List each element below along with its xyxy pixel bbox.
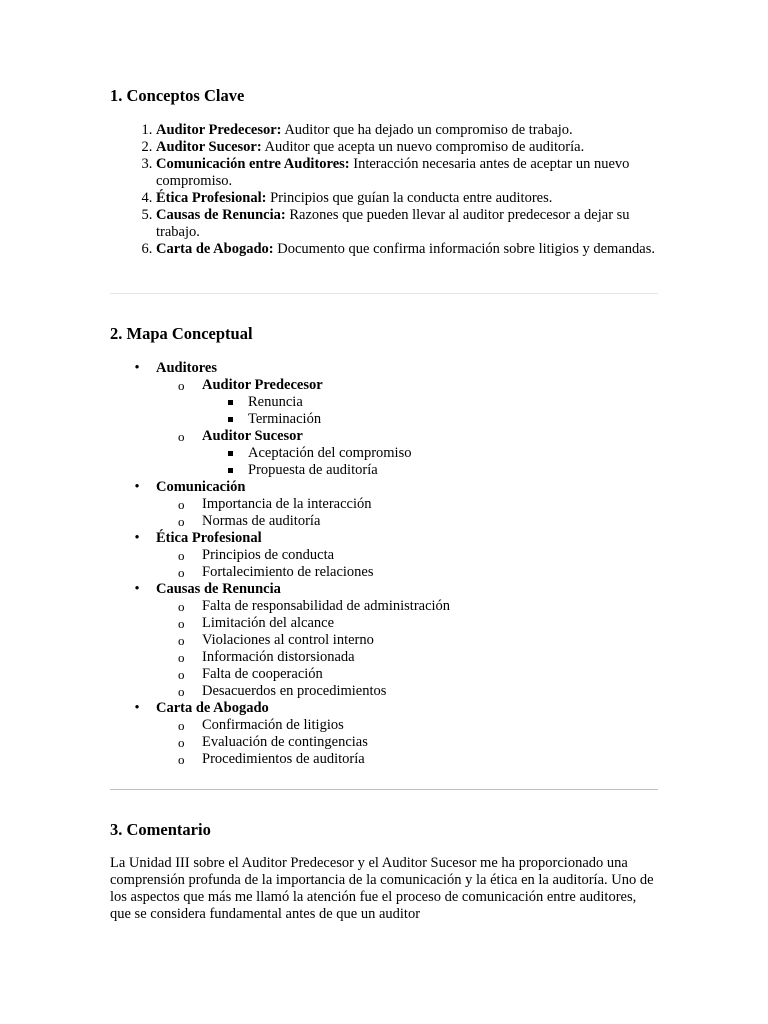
list-item	[156, 513, 658, 530]
list-item	[156, 122, 658, 139]
circle-bullet-icon: o	[178, 684, 185, 699]
concept-desc: Documento que confirma información sobre litigios y demandas.	[273, 241, 655, 257]
concept-term: Auditor Sucesor:	[156, 139, 262, 155]
list-item	[156, 190, 658, 207]
bullet-icon: •	[134, 530, 140, 546]
list-item	[156, 598, 658, 615]
list-item	[156, 207, 658, 241]
circle-bullet-icon: o	[178, 548, 185, 563]
concept-desc: Interacción necesaria antes de aceptar un nuevo compromiso.	[156, 156, 630, 189]
bullet-icon: •	[134, 479, 140, 495]
bullet-icon: •	[134, 581, 140, 597]
map-item-text: Falta de responsabilidad de administración	[202, 598, 451, 614]
map-subgroup-sucesor	[156, 428, 658, 479]
concept-desc: Razones que pueden llevar al auditor predecesor a dejar su trabajo.	[156, 207, 630, 240]
map-item-text: Violaciones al control interno	[202, 632, 374, 648]
section-heading-concepts: 1. Conceptos Clave	[110, 86, 245, 105]
list-item	[156, 683, 658, 700]
map-leaf-text: Aceptación del compromiso	[248, 445, 412, 461]
map-item-text: Fortalecimiento de relaciones	[202, 564, 374, 580]
map-item-text: Principios de conducta	[202, 547, 335, 563]
list-item	[156, 649, 658, 666]
list-item	[156, 496, 658, 513]
list-item	[156, 734, 658, 751]
concept-map	[110, 360, 658, 768]
map-group-title: Causas de Renuncia	[156, 581, 281, 597]
list-item	[202, 462, 658, 479]
circle-bullet-icon: o	[178, 514, 185, 529]
square-bullet-icon	[228, 451, 233, 456]
circle-bullet-icon: o	[178, 650, 185, 665]
circle-bullet-icon: o	[178, 718, 185, 733]
circle-bullet-icon: o	[178, 497, 185, 512]
circle-bullet-icon: o	[178, 616, 185, 631]
map-leaf-text: Propuesta de auditoría	[248, 462, 378, 478]
circle-bullet-icon: o	[178, 565, 185, 580]
list-item	[156, 241, 658, 258]
circle-bullet-icon: o	[178, 735, 185, 750]
map-leaf-text: Renuncia	[248, 394, 303, 410]
circle-bullet-icon: o	[178, 378, 185, 393]
list-item	[202, 411, 658, 428]
circle-bullet-icon: o	[178, 429, 185, 444]
map-group-carta	[110, 700, 658, 768]
map-group-causas	[110, 581, 658, 700]
comment-paragraph: La Unidad III sobre el Auditor Predecesor y el Auditor Sucesor me ha proporcionado una comprensión profunda de la importancia de la comunicación y la ética en la auditoría. Uno de los aspectos que más me llamó la atención fue el proceso de comunicación entre auditores, que se considera fundamental antes de que un auditor	[110, 855, 654, 922]
list-item	[156, 717, 658, 734]
map-item-text: Normas de auditoría	[202, 513, 321, 529]
map-leaf-text: Terminación	[248, 411, 322, 427]
map-subgroup-predecesor	[156, 377, 658, 428]
map-group-title: Auditores	[156, 360, 217, 376]
section-heading-map: 2. Mapa Conceptual	[110, 324, 253, 343]
map-group-etica	[110, 530, 658, 581]
list-item	[156, 632, 658, 649]
section-divider	[110, 789, 658, 790]
map-group-title: Carta de Abogado	[156, 700, 269, 716]
concept-term: Auditor Predecesor:	[156, 122, 282, 138]
circle-bullet-icon: o	[178, 633, 185, 648]
circle-bullet-icon: o	[178, 599, 185, 614]
circle-bullet-icon: o	[178, 752, 185, 767]
map-item-text: Falta de cooperación	[202, 666, 323, 682]
concept-desc: Auditor que ha dejado un compromiso de trabajo.	[281, 122, 573, 138]
list-item	[156, 139, 658, 156]
list-item	[156, 751, 658, 768]
concept-desc: Principios que guían la conducta entre auditores.	[266, 190, 553, 206]
map-item-text: Procedimientos de auditoría	[202, 751, 365, 767]
concepts-list	[110, 122, 658, 258]
list-item	[156, 564, 658, 581]
list-item	[156, 615, 658, 632]
map-item-text: Evaluación de contingencias	[202, 734, 368, 750]
map-subgroup-title: Auditor Predecesor	[202, 377, 323, 393]
circle-bullet-icon: o	[178, 667, 185, 682]
list-item	[156, 666, 658, 683]
section-divider	[110, 293, 658, 294]
list-item	[202, 445, 658, 462]
list-item	[202, 394, 658, 411]
map-item-text: Información distorsionada	[202, 649, 355, 665]
bullet-icon: •	[134, 360, 140, 376]
concept-desc: Auditor que acepta un nuevo compromiso de auditoría.	[261, 139, 585, 155]
map-group-title: Ética Profesional	[156, 530, 262, 546]
map-group-title: Comunicación	[156, 479, 246, 495]
map-group-comunicacion	[110, 479, 658, 530]
concept-term: Carta de Abogado:	[156, 241, 274, 257]
square-bullet-icon	[228, 400, 233, 405]
bullet-icon: •	[134, 700, 140, 716]
square-bullet-icon	[228, 417, 233, 422]
map-item-text: Limitación del alcance	[202, 615, 335, 631]
concept-term: Comunicación entre Auditores:	[156, 156, 350, 172]
map-subgroup-title: Auditor Sucesor	[202, 428, 303, 444]
list-item	[156, 156, 658, 190]
square-bullet-icon	[228, 468, 233, 473]
map-group-auditores	[110, 360, 658, 479]
map-item-text: Desacuerdos en procedimientos	[202, 683, 387, 699]
map-item-text: Importancia de la interacción	[202, 496, 372, 512]
concept-term: Causas de Renuncia:	[156, 207, 286, 223]
list-item	[156, 547, 658, 564]
concept-term: Ética Profesional:	[156, 190, 267, 206]
section-heading-comment: 3. Comentario	[110, 820, 211, 839]
map-item-text: Confirmación de litigios	[202, 717, 344, 733]
